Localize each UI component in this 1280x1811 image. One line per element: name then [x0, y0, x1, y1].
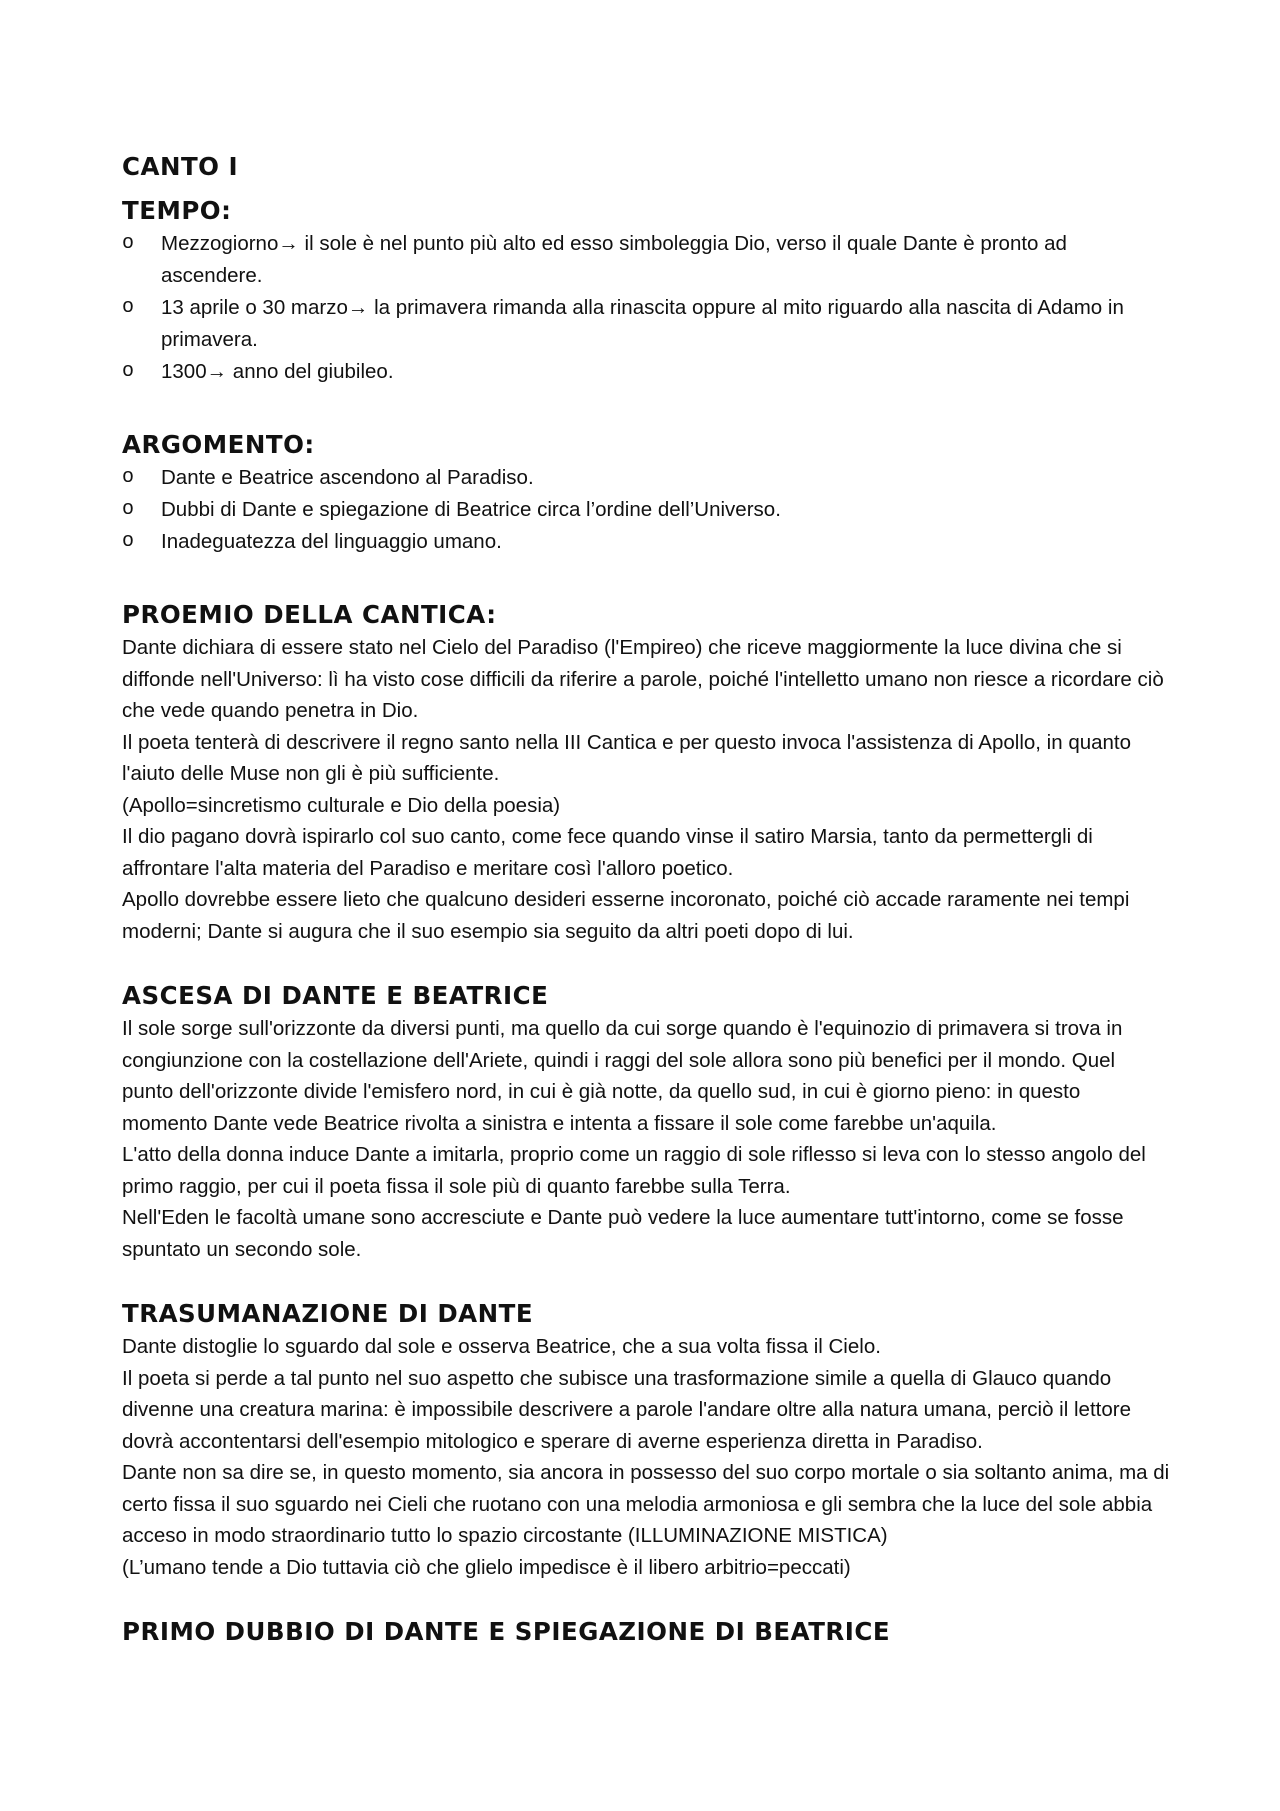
ascesa-paragraph: L'atto della donna induce Dante a imitarla, proprio come un raggio di sole riflesso si leva con lo stesso angolo del primo raggio, per cui il poeta fissa il sole più di quanto farebbe sulla Terra.	[122, 1143, 1146, 1198]
list-item-text: Inadeguatezza del linguaggio umano.	[161, 530, 502, 553]
proemio-paragraph: (Apollo=sincretismo culturale e Dio della poesia)	[122, 793, 561, 817]
list-item	[122, 526, 1170, 558]
bullet-mark: o	[122, 466, 135, 489]
trasumanazione-paragraph: Dante distoglie lo sguardo dal sole e osserva Beatrice, che a sua volta fissa il Cielo.	[122, 1335, 881, 1358]
list-item-text: 13 aprile o 30 marzo→ la primavera rimanda alla rinascita oppure al mito riguardo alla nascita di Adamo in primavera.	[161, 296, 1124, 351]
tempo-heading: TEMPO:	[122, 196, 232, 225]
list-item	[122, 462, 1170, 494]
bullet-mark: o	[122, 530, 135, 553]
list-item-text: 1300→ anno del giubileo.	[161, 360, 394, 383]
trasumanazione-paragraph: Dante non sa dire se, in questo momento, sia ancora in possesso del suo corpo mortale o sia soltanto anima, ma di certo fissa il suo sguardo nei Cieli che ruotano con una melodia armoniosa e gli sembra che la luce del sole abbia acceso in modo straordinario tutto lo spazio circostante (ILLUMINAZIONE MISTICA)	[122, 1461, 1170, 1547]
list-item	[122, 356, 1170, 388]
list-item	[122, 494, 1170, 526]
list-item	[122, 228, 1170, 292]
proemio-paragraph: Dante dichiara di essere stato nel Cielo del Paradiso (l'Empireo) che riceve maggiormente la luce divina che si diffonde nell'Universo: lì ha visto cose difficili da riferire a parole, poiché l'intelletto umano non riesce a ricordare ciò che vede quando penetra in Dio.	[122, 636, 1164, 722]
primo-dubbio-heading: PRIMO DUBBIO DI DANTE E SPIEGAZIONE DI BEATRICE	[122, 1617, 891, 1646]
trasumanazione-heading: TRASUMANAZIONE DI DANTE	[122, 1299, 534, 1328]
list-item-text: Dubbi di Dante e spiegazione di Beatrice circa l’ordine dell’Universo.	[161, 498, 781, 521]
proemio-paragraph: Il dio pagano dovrà ispirarlo col suo canto, come fece quando vinse il satiro Marsia, tanto da permettergli di affrontare l'alta materia del Paradiso e meritare così l'alloro poetico.	[122, 825, 1093, 880]
bullet-mark: o	[122, 296, 135, 319]
list-item	[122, 292, 1170, 356]
trasumanazione-paragraph: (L’umano tende a Dio tuttavia ciò che glielo impedisce è il libero arbitrio=peccati)	[122, 1555, 851, 1579]
bullet-mark: o	[122, 360, 135, 383]
argomento-heading: ARGOMENTO:	[122, 430, 315, 459]
proemio-paragraph: Apollo dovrebbe essere lieto che qualcuno desideri esserne incoronato, poiché ciò accade raramente nei tempi moderni; Dante si augura che il suo esempio sia seguito da altri poeti dopo di lui.	[122, 888, 1130, 943]
list-item-text: Mezzogiorno→ il sole è nel punto più alto ed esso simboleggia Dio, verso il quale Dante è pronto ad ascendere.	[161, 232, 1067, 287]
argomento-list	[122, 462, 1170, 558]
ascesa-paragraph: Il sole sorge sull'orizzonte da diversi punti, ma quello da cui sorge quando è l'equinozio di primavera si trova in congiunzione con la costellazione dell'Ariete, quindi i raggi del sole allora sono più benefici per il mondo. Quel punto dell'orizzonte divide l'emisfero nord, in cui è già notte, da quello sud, in cui è giorno pieno: in questo momento Dante vede Beatrice rivolta a sinistra e intenta a fissare il sole come farebbe un'aquila.	[122, 1017, 1123, 1135]
proemio-heading: PROEMIO DELLA CANTICA:	[122, 600, 497, 629]
bullet-mark: o	[122, 232, 135, 255]
ascesa-paragraph: Nell'Eden le facoltà umane sono accresciute e Dante può vedere la luce aumentare tutt'intorno, come se fosse spuntato un secondo sole.	[122, 1206, 1124, 1261]
tempo-list	[122, 228, 1170, 388]
trasumanazione-paragraph: Il poeta si perde a tal punto nel suo aspetto che subisce una trasformazione simile a quella di Glauco quando divenne una creatura marina: è impossibile descrivere a parole l'andare oltre alla natura umana, perciò il lettore dovrà accontentarsi dell'esempio mitologico e sperare di averne esperienza diretta in Paradiso.	[122, 1366, 1131, 1453]
list-item-text: Dante e Beatrice ascendono al Paradiso.	[161, 466, 534, 489]
canto-title: CANTO I	[122, 152, 239, 181]
bullet-mark: o	[122, 498, 135, 521]
ascesa-heading: ASCESA DI DANTE E BEATRICE	[122, 981, 549, 1010]
proemio-paragraph: Il poeta tenterà di descrivere il regno santo nella III Cantica e per questo invoca l'assistenza di Apollo, in quanto l'aiuto delle Muse non gli è più sufficiente.	[122, 730, 1132, 785]
